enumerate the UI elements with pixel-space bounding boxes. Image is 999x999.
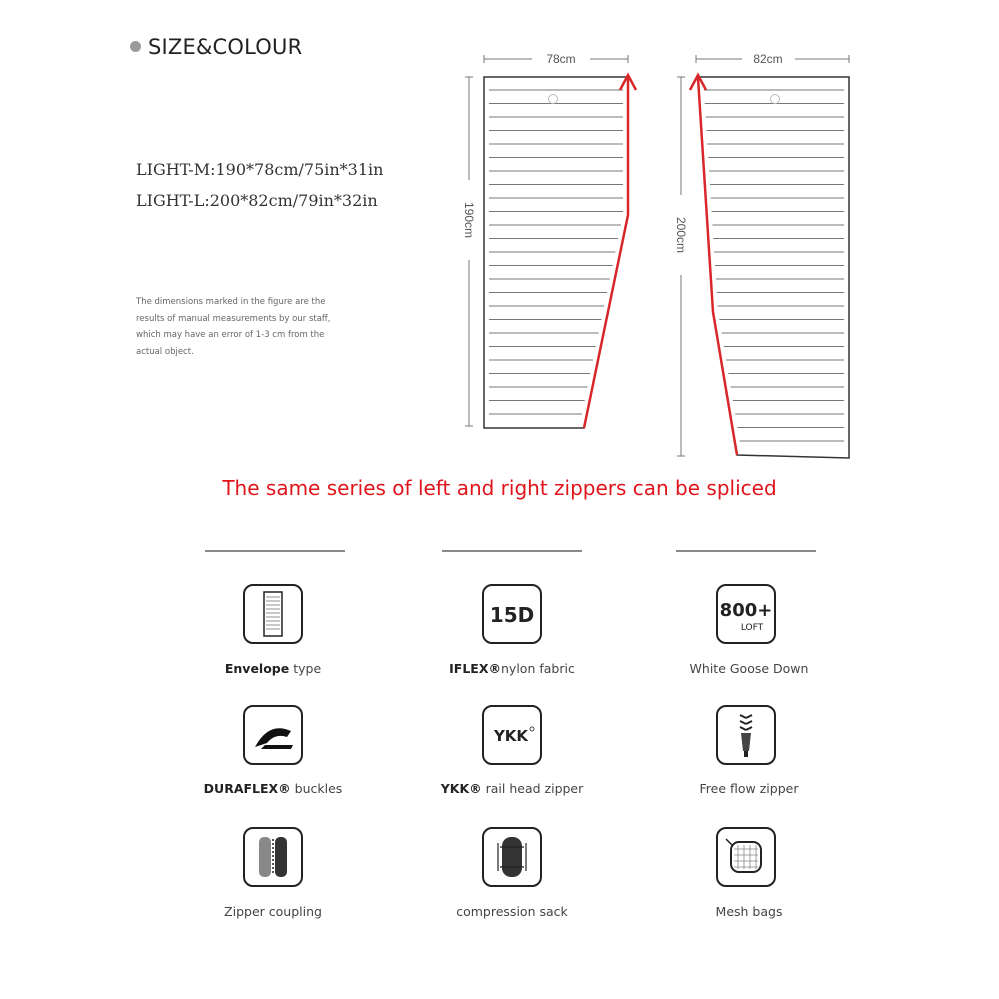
caption-mesh-bags: Mesh bags [715, 904, 783, 919]
right-width-label: 82cm [753, 52, 783, 66]
left-width-dimension [484, 52, 628, 66]
caption-goose-down: White Goose Down [689, 661, 809, 676]
ykk-logo-icon [482, 705, 542, 765]
caption-compression-sack: compression sack [456, 904, 568, 919]
ykk-text: YKK [493, 727, 529, 745]
divider-left [205, 550, 345, 552]
spec-light-l: LIGHT-L:200*82cm/79in*32in [136, 191, 378, 210]
left-bag-outline [484, 77, 628, 428]
caption-envelope: Envelope type [224, 661, 322, 676]
divider-right [676, 550, 816, 552]
zipper-icon [716, 705, 776, 765]
spec-light-m: LIGHT-M:190*78cm/75in*31in [136, 160, 384, 179]
loft-sub-text: LOFT [740, 623, 764, 633]
caption-free-flow: Free flow zipper [699, 781, 799, 796]
fabric-15d-text: 15D [489, 603, 535, 627]
caption-ykk: YKK® rail head zipper [440, 781, 584, 796]
right-height-label: 200cm [674, 216, 688, 254]
left-height-label: 190cm [462, 201, 476, 239]
compression-sack-icon [482, 827, 542, 887]
right-width-dimension [696, 52, 849, 66]
splice-note: The same series of left and right zippers can be spliced [222, 476, 777, 500]
left-width-label: 78cm [546, 52, 576, 66]
goose-down-loft-icon [716, 584, 776, 644]
disclaimer-text: The dimensions marked in the figure are the results of manual measurements by our staff, which may have an error of 1-3 cm from the actual object. [136, 297, 331, 357]
sleeping-bag-diagram [0, 0, 999, 470]
divider-center [442, 550, 582, 552]
heading-text: SIZE&COLOUR [148, 35, 303, 59]
right-height-dimension [674, 77, 688, 456]
duraflex-buckle-icon [243, 705, 303, 765]
envelope-icon [243, 584, 303, 644]
caption-zipper-coupling: Zipper coupling [224, 904, 322, 919]
mesh-bag-icon [716, 827, 776, 887]
left-height-dimension [462, 77, 476, 426]
fabric-15d-icon [482, 584, 542, 644]
zipper-coupling-icon [243, 827, 303, 887]
caption-duraflex: DURAFLEX® buckles [203, 781, 343, 796]
caption-iflex: IFLEX®nylon fabric [449, 661, 575, 676]
loft-800-text: 800+ [719, 600, 773, 621]
